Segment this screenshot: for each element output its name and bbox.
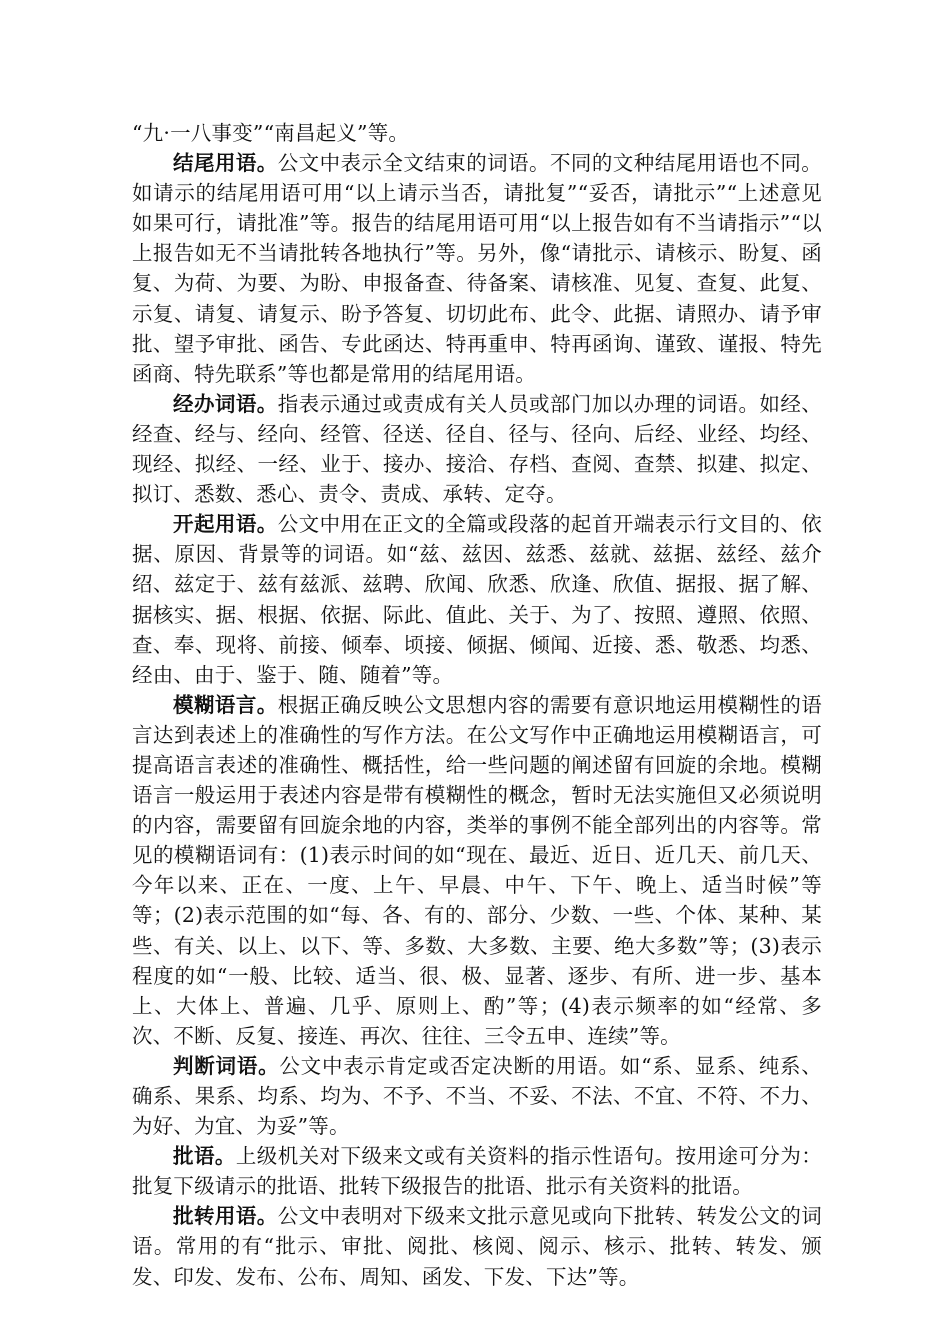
paragraph-term: 结尾用语。 (173, 151, 278, 176)
paragraph-text: 公文中用在正文的全篇或段落的起首开端表示行文目的、依据、原因、背景等的词语。如“兹、兹因、兹悉、兹就、兹据、兹经、兹介绍、兹定于、兹有兹派、兹聘、欣闻、欣悉、欣逢、欣值、据报、据了解、据核实、据、根据、依据、际此、值此、关于、为了、按照、遵照、依照、查、奉、现将、前接、倾奉、顷接、倾据、倾闻、近接、悉、敬悉、均悉、经由、由于、鉴于、随、随着”等。 (132, 512, 822, 687)
paragraph-jingban (132, 389, 822, 509)
paragraph-piyu (132, 1141, 822, 1201)
paragraph-term: 判断词语。 (173, 1053, 280, 1078)
paragraph-term: 模糊语言。 (173, 692, 278, 717)
paragraph-text: 公文中表示全文结束的词语。不同的文种结尾用语也不同。如请示的结尾用语可用“以上请示当否，请批复”“妥否，请批示”“上述意见如果可行，请批准”等。报告的结尾用语可用“以上报告如有不当请指示”“以上报告如无不当请批转各地执行”等。另外，像“请批示、请核示、盼复、函复、为荷、为要、为盼、申报备查、待备案、请核准、见复、查复、此复、示复、请复、请复示、盼予答复、切切此布、此令、此据、请照办、请予审批、望予审批、函告、专此函达、特再重申、特再函询、谨致、谨报、特先函商、特先联系”等也都是常用的结尾用语。 (132, 151, 822, 386)
paragraph-text: 公文中表明对下级来文批示意见或向下批转、转发公文的词语。常用的有“批示、审批、阅批、核阅、阅示、核示、批转、转发、颁发、印发、发布、公布、周知、函发、下发、下达”等。 (132, 1204, 822, 1289)
paragraph-list (132, 118, 822, 1292)
paragraph-jiewei (132, 148, 822, 389)
paragraph-mohu (132, 690, 822, 1051)
paragraph-text: 公文中表示肯定或否定决断的用语。如“系、显系、纯系、确系、果系、均系、均为、不予、不当、不妥、不法、不宜、不符、不力、为好、为宜、为妥”等。 (132, 1053, 822, 1139)
paragraph-term: 经办词语。 (173, 391, 278, 416)
paragraph-panduan (132, 1051, 822, 1141)
paragraph-0 (132, 118, 822, 148)
paragraph-kaiqi (132, 509, 822, 690)
paragraph-term: 开起用语。 (173, 512, 278, 537)
paragraph-term: 批转用语。 (173, 1204, 278, 1229)
paragraph-text: 根据正确反映公文思想内容的需要有意识地运用模糊性的语言达到表述上的准确性的写作方法。在公文写作中正确地运用模糊语言，可提高语言表述的准确性、概括性，给一些问题的阐述留有回旋的余地。模糊语言一般运用于表述内容是带有模糊性的概念，暂时无法实施但又必须说明的内容，需要留有回旋余地的内容，类举的事例不能全部列出的内容等。常见的模糊语词有：(1)表示时间的如“现在、最近、近日、近几天、前几天、今年以来、正在、一度、上午、早晨、中午、下午、晚上、适当时候”等等；(2)表示范围的如“每、各、有的、部分、少数、一些、个体、某种、某些、有关、以上、以下、等、多数、大多数、主要、绝大多数”等；(3)表示程度的如“一般、比较、适当、很、极、显著、逐步、有所、进一步、基本上、大体上、普遍、几乎、原则上、酌”等；(4)表示频率的如“经常、多次、不断、反复、接连、再次、往往、三令五申、连续”等。 (132, 692, 822, 1048)
paragraph-text: “九·一八事变”“南昌起义”等。 (132, 121, 410, 145)
paragraph-text: 上级机关对下级来文或有关资料的指示性语句。按用途可分为：批复下级请示的批语、批转下级报告的批语、批示有关资料的批语。 (132, 1144, 822, 1199)
paragraph-pizhuan (132, 1201, 822, 1291)
paragraph-term: 批语。 (173, 1144, 236, 1169)
paragraph-text: 指表示通过或责成有关人员或部门加以办理的词语。如经、经查、经与、经向、经管、径送、径自、径与、径向、后经、业经、均经、现经、拟经、一经、业于、接办、接洽、存档、查阅、查禁、拟建、拟定、拟订、悉数、悉心、责令、责成、承转、定夺。 (132, 391, 822, 507)
